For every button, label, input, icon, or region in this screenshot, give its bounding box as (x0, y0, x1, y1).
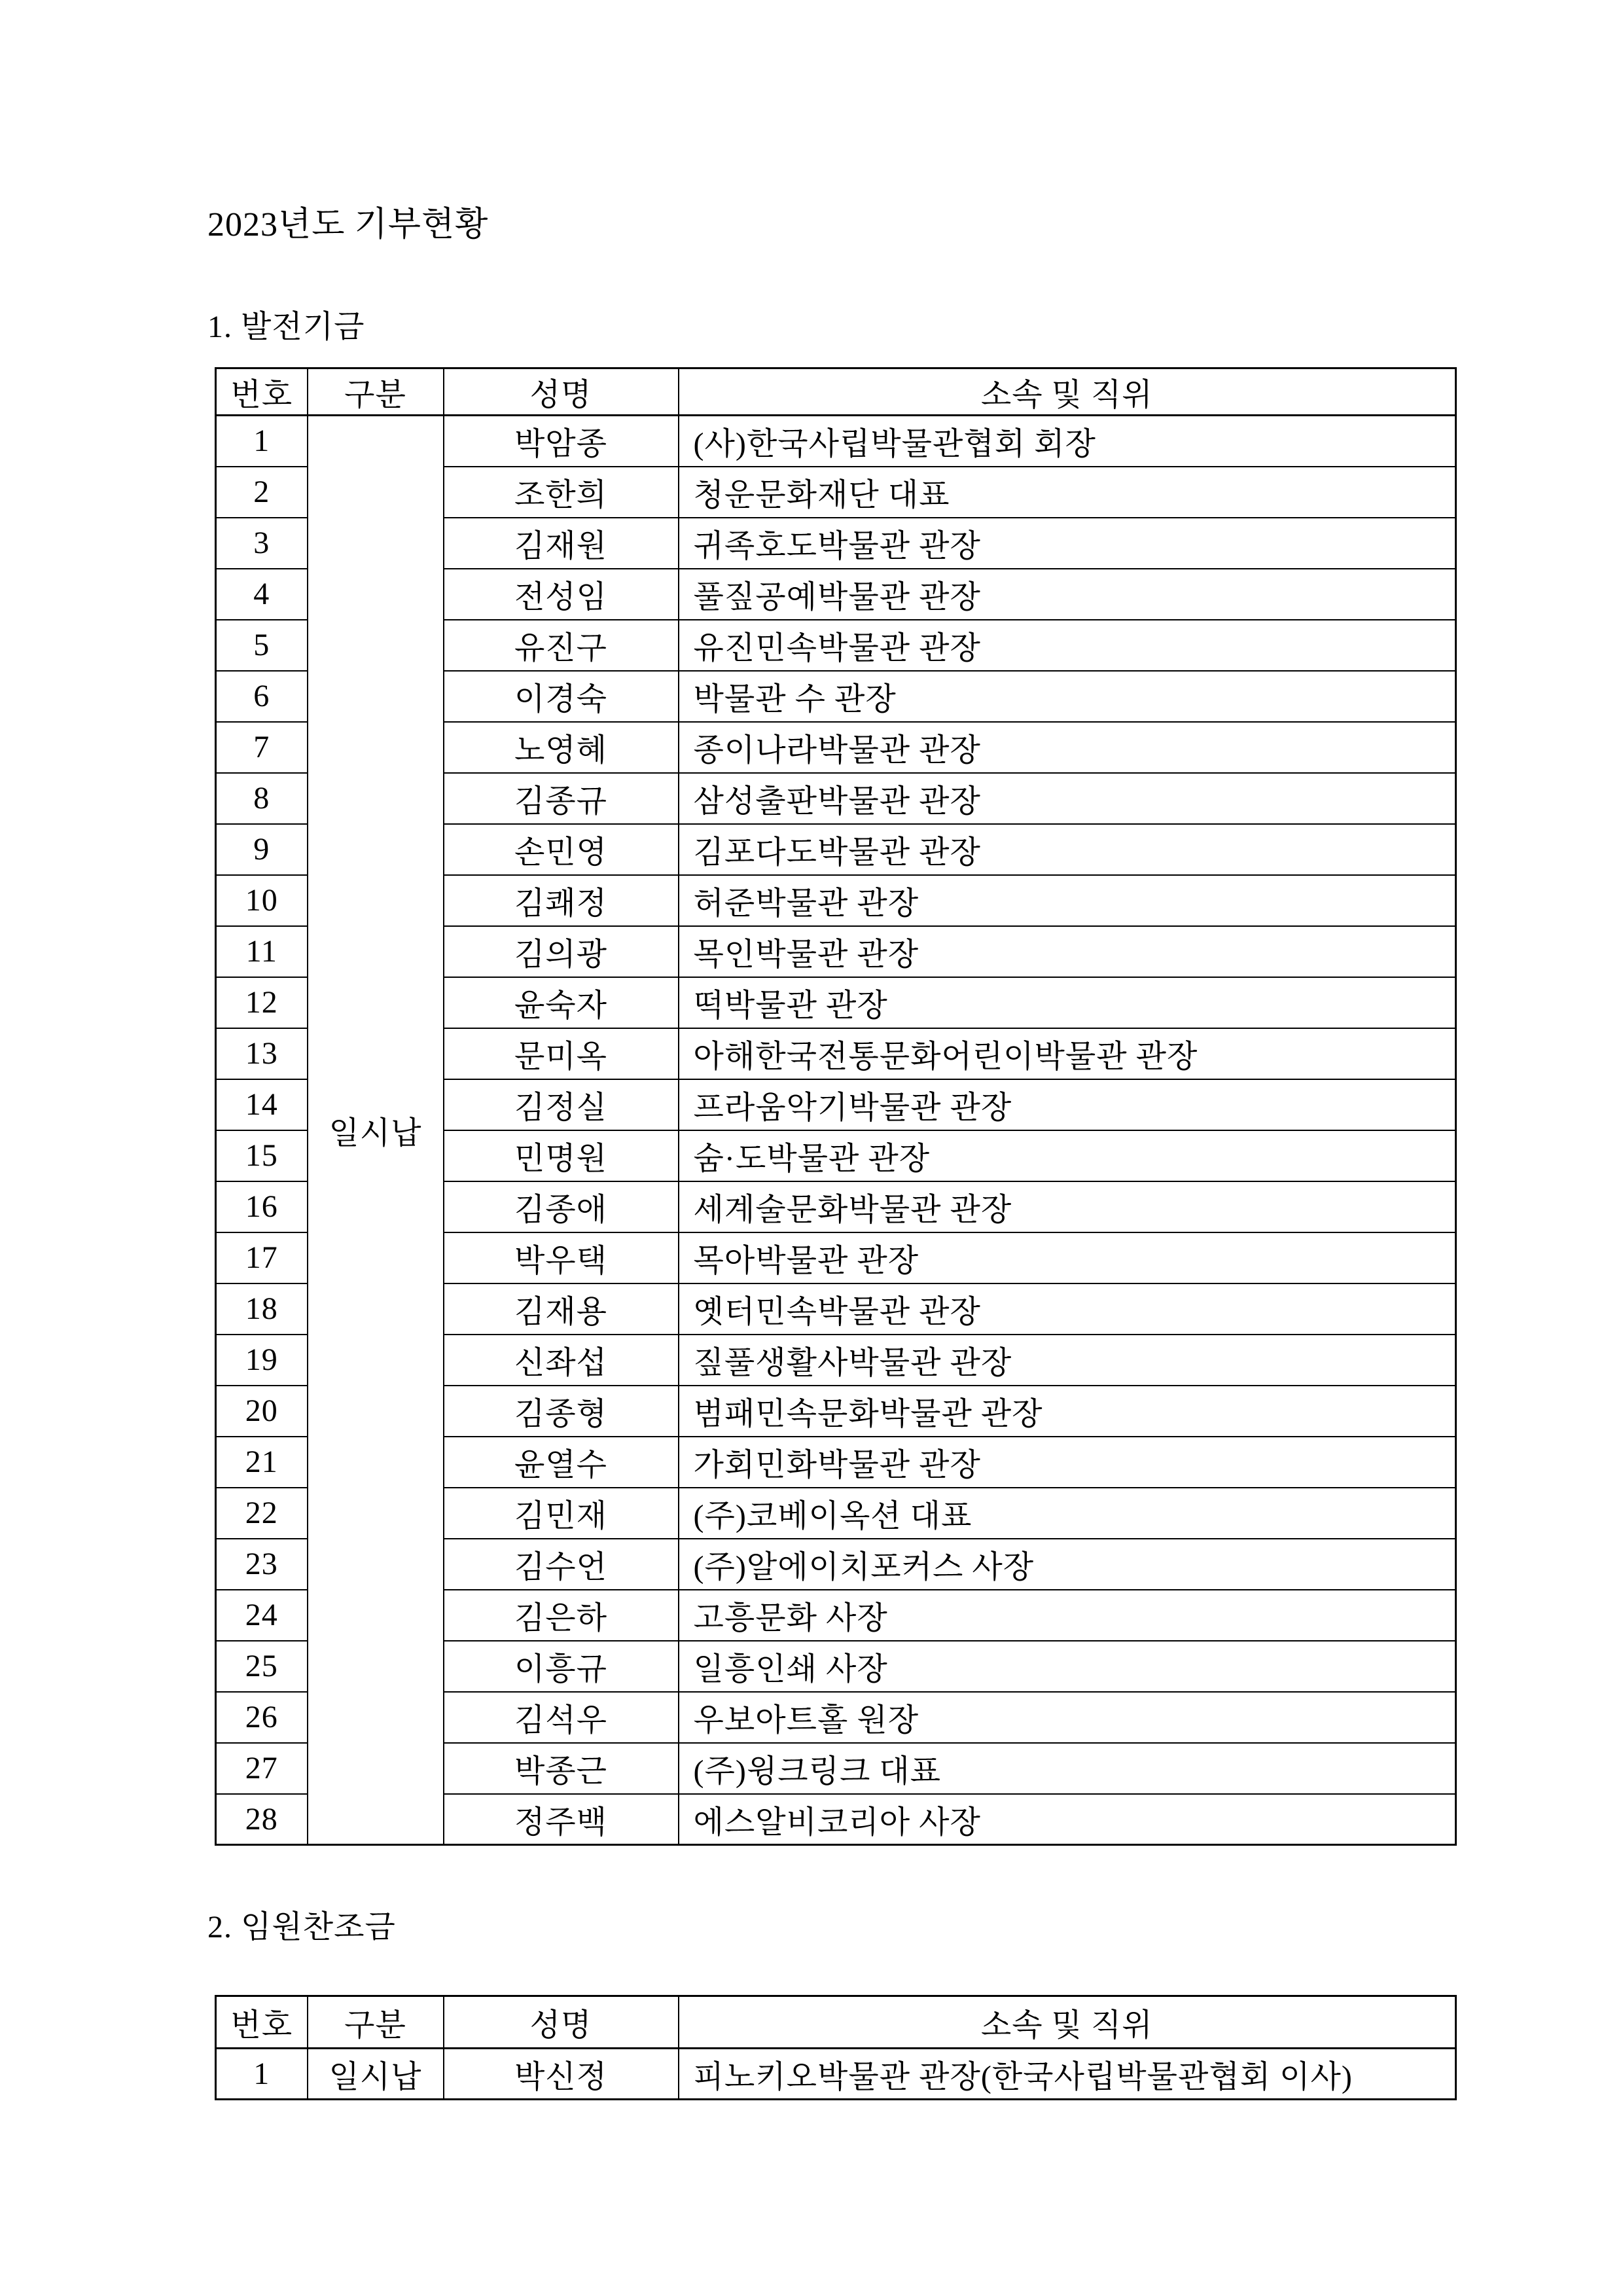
cell-affiliation: 일흥인쇄 사장 (679, 1641, 1456, 1692)
header-cell-no: 번호 (216, 368, 308, 416)
cell-affiliation: 범패민속문화박물관 관장 (679, 1386, 1456, 1437)
document-title: 2023년도 기부현황 (207, 206, 489, 243)
cell-name: 노영혜 (444, 722, 679, 773)
cell-no: 22 (216, 1488, 308, 1539)
cell-affiliation: 고흥문화 사장 (679, 1590, 1456, 1641)
cell-name: 윤숙자 (444, 977, 679, 1028)
cell-no: 27 (216, 1743, 308, 1794)
cell-name: 김종규 (444, 773, 679, 824)
cell-no: 15 (216, 1130, 308, 1181)
section-1-heading: 1. 발전기금 (207, 310, 365, 344)
cell-no: 12 (216, 977, 308, 1028)
cell-affiliation: 세계술문화박물관 관장 (679, 1181, 1456, 1232)
cell-no: 10 (216, 875, 308, 926)
cell-affiliation: 목인박물관 관장 (679, 926, 1456, 977)
cell-name: 정주백 (444, 1794, 679, 1845)
cell-affiliation: 박물관 수 관장 (679, 671, 1456, 722)
cell-no: 14 (216, 1079, 308, 1130)
cell-no: 1 (216, 2049, 308, 2100)
cell-name: 김재원 (444, 518, 679, 569)
cell-affiliation: 풀짚공예박물관 관장 (679, 569, 1456, 620)
cell-name: 윤열수 (444, 1437, 679, 1488)
cell-name: 박우택 (444, 1232, 679, 1283)
executive-contribution-table (215, 1995, 1457, 2100)
cell-no: 18 (216, 1283, 308, 1335)
header-cell-category: 구분 (308, 368, 444, 416)
cell-no: 23 (216, 1539, 308, 1590)
cell-affiliation: 프라움악기박물관 관장 (679, 1079, 1456, 1130)
cell-name: 유진구 (444, 620, 679, 671)
cell-name: 김수언 (444, 1539, 679, 1590)
cell-affiliation: 아해한국전통문화어린이박물관 관장 (679, 1028, 1456, 1079)
cell-affiliation: 허준박물관 관장 (679, 875, 1456, 926)
cell-affiliation: 떡박물관 관장 (679, 977, 1456, 1028)
cell-affiliation: 우보아트홀 원장 (679, 1692, 1456, 1743)
table-header-row (216, 1996, 1456, 2049)
header-cell-name: 성명 (444, 1996, 679, 2049)
cell-no: 20 (216, 1386, 308, 1437)
cell-affiliation: 청운문화재단 대표 (679, 467, 1456, 518)
cell-no: 28 (216, 1794, 308, 1845)
cell-no: 19 (216, 1335, 308, 1386)
cell-no: 5 (216, 620, 308, 671)
cell-no: 6 (216, 671, 308, 722)
header-cell-category: 구분 (308, 1996, 444, 2049)
cell-no: 7 (216, 722, 308, 773)
cell-name: 손민영 (444, 824, 679, 875)
cell-affiliation: 유진민속박물관 관장 (679, 620, 1456, 671)
cell-affiliation: (주)코베이옥션 대표 (679, 1488, 1456, 1539)
cell-name: 박신정 (444, 2049, 679, 2100)
cell-affiliation: 김포다도박물관 관장 (679, 824, 1456, 875)
development-fund-table (215, 367, 1457, 1846)
cell-no: 9 (216, 824, 308, 875)
cell-no: 21 (216, 1437, 308, 1488)
header-cell-affiliation: 소속 및 직위 (679, 368, 1456, 416)
table-header-row (216, 368, 1456, 416)
cell-no: 4 (216, 569, 308, 620)
cell-name: 문미옥 (444, 1028, 679, 1079)
cell-category: 일시납 (308, 2049, 444, 2100)
header-cell-name: 성명 (444, 368, 679, 416)
cell-affiliation: 에스알비코리아 사장 (679, 1794, 1456, 1845)
cell-affiliation: 삼성출판박물관 관장 (679, 773, 1456, 824)
category-merged-cell: 일시납 (308, 416, 444, 1845)
cell-no: 25 (216, 1641, 308, 1692)
cell-no: 13 (216, 1028, 308, 1079)
cell-name: 박암종 (444, 416, 679, 467)
cell-name: 조한희 (444, 467, 679, 518)
cell-affiliation: 숨·도박물관 관장 (679, 1130, 1456, 1181)
cell-no: 3 (216, 518, 308, 569)
cell-no: 17 (216, 1232, 308, 1283)
cell-affiliation: (주)윙크링크 대표 (679, 1743, 1456, 1794)
cell-name: 민명원 (444, 1130, 679, 1181)
table-row (216, 416, 1456, 467)
cell-name: 김재용 (444, 1283, 679, 1335)
cell-affiliation: 피노키오박물관 관장(한국사립박물관협회 이사) (679, 2049, 1456, 2100)
cell-affiliation: 옛터민속박물관 관장 (679, 1283, 1456, 1335)
cell-name: 김쾌정 (444, 875, 679, 926)
section-2-heading: 2. 임원찬조금 (207, 1910, 396, 1945)
cell-name: 이경숙 (444, 671, 679, 722)
cell-no: 24 (216, 1590, 308, 1641)
cell-affiliation: (주)알에이치포커스 사장 (679, 1539, 1456, 1590)
cell-name: 김종애 (444, 1181, 679, 1232)
cell-no: 1 (216, 416, 308, 467)
cell-no: 16 (216, 1181, 308, 1232)
cell-affiliation: 목아박물관 관장 (679, 1232, 1456, 1283)
cell-name: 김민재 (444, 1488, 679, 1539)
cell-affiliation: (사)한국사립박물관협회 회장 (679, 416, 1456, 467)
cell-name: 신좌섭 (444, 1335, 679, 1386)
cell-name: 김종형 (444, 1386, 679, 1437)
cell-name: 박종근 (444, 1743, 679, 1794)
cell-no: 26 (216, 1692, 308, 1743)
cell-affiliation: 귀족호도박물관 관장 (679, 518, 1456, 569)
header-cell-affiliation: 소속 및 직위 (679, 1996, 1456, 2049)
cell-affiliation: 가회민화박물관 관장 (679, 1437, 1456, 1488)
cell-no: 11 (216, 926, 308, 977)
cell-name: 이흥규 (444, 1641, 679, 1692)
cell-name: 김은하 (444, 1590, 679, 1641)
cell-no: 8 (216, 773, 308, 824)
cell-name: 김정실 (444, 1079, 679, 1130)
cell-name: 전성임 (444, 569, 679, 620)
cell-affiliation: 짚풀생활사박물관 관장 (679, 1335, 1456, 1386)
cell-name: 김의광 (444, 926, 679, 977)
cell-affiliation: 종이나라박물관 관장 (679, 722, 1456, 773)
cell-no: 2 (216, 467, 308, 518)
cell-name: 김석우 (444, 1692, 679, 1743)
header-cell-no: 번호 (216, 1996, 308, 2049)
table-row (216, 2049, 1456, 2100)
